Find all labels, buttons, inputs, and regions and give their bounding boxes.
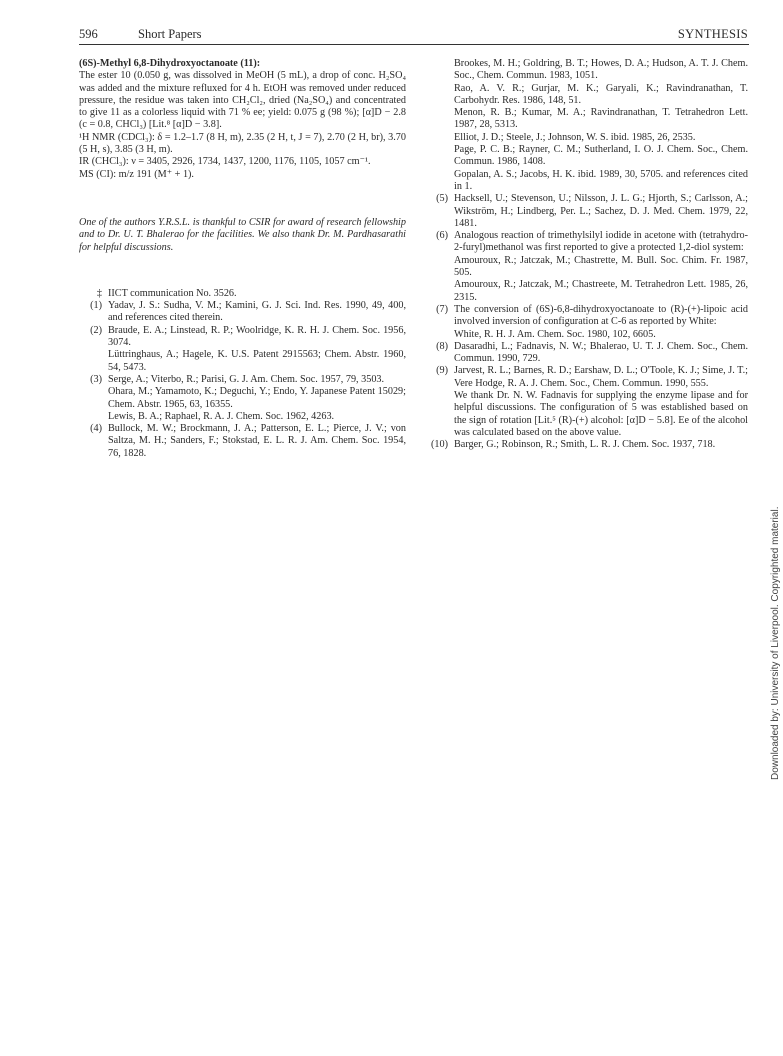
reference-text [108, 300, 406, 325]
reference-line: Bullock, M. W.; Brockmann, J. A.; Patterson, E. L.; Pierce, J. V.; von Saltza, M. H.; Sanders, F.; Stokstad, E. L. R. J. Am. Chem. Soc. 1954, 76, 1828. [108, 423, 406, 459]
reference-item [79, 288, 406, 300]
reference-line: Page, P. C. B.; Rayner, C. M.; Sutherland, I. O. J. Chem. Soc., Chem. Commun. 1986, 1408. [454, 144, 748, 168]
reference-number: (9) [436, 365, 448, 377]
reference-number [425, 58, 454, 193]
references-left [79, 288, 406, 460]
reference-line: Hacksell, U.; Stevenson, U.; Nilsson, J. L. G.; Hjorth, S.; Carlsson, A.; Wikström, H.; Lindberg, Per. L.; Sachez, D. J. Med. Chem. 1979, 22, 1481. [454, 193, 748, 229]
reference-text [454, 439, 748, 451]
page-number: 596 [79, 27, 98, 41]
reference-text [108, 374, 406, 423]
ms-data: MS (CI): m/z 191 (M⁺ + 1). [79, 168, 194, 180]
reference-line: White, R. H. J. Am. Chem. Soc. 1980, 102, 6605. [454, 328, 656, 340]
reference-line: Lüttringhaus, A.; Hagele, K. U.S. Patent 2915563; Chem. Abstr. 1960, 54, 5473. [108, 349, 406, 373]
reference-text [454, 304, 748, 341]
reference-item [79, 300, 406, 325]
reference-line: Rao, A. V. R.; Gurjar, M. K.; Garyali, K.; Ravindranathan, T. Carbohydr. Res. 1986, 148, 51. [454, 82, 748, 106]
reference-text [454, 193, 748, 230]
reference-line: Barger, G.; Robinson, R.; Smith, L. R. J. Chem. Soc. 1937, 718. [454, 439, 716, 451]
reference-text [108, 423, 406, 460]
reference-line: Brookes, M. H.; Goldring, B. T.; Howes, D. A.; Hudson, A. T. J. Chem. Soc., Chem. Commun. 1983, 1051. [454, 58, 748, 82]
reference-line: Braude, E. A.; Linstead, R. P.; Woolridge, K. R. H. J. Chem. Soc. 1956, 3074. [108, 324, 406, 349]
reference-item [425, 439, 748, 451]
reference-line: Elliot, J. D.; Steele, J.; Johnson, W. S. ibid. 1985, 26, 2535. [454, 131, 696, 143]
header-rule [79, 44, 749, 45]
reference-text [454, 58, 748, 193]
reference-item [425, 230, 748, 304]
reference-number: (7) [436, 303, 448, 315]
journal-name: SYNTHESIS [677, 27, 748, 41]
ir-data: IR (CHCl₃): ν = 3405, 2926, 1734, 1437, 1200, 1176, 1105, 1057 cm⁻¹. [79, 156, 371, 168]
reference-line: Amouroux, R.; Jatczak, M.; Chastrette, M. Bull. Soc. Chim. Fr. 1987, 505. [454, 254, 748, 279]
left-column [79, 58, 406, 460]
procedure-text: The ester 10 (0.050 g, was dissolved in MeOH (5 mL), a drop of conc. H₂SO₄ was added and the mixture refluxed for 4 h. EtOH was removed under reduced pressure, the residue was taken into CH₂Cl₂, dried (Na₂SO₄) and concentrated to give 11 as a colorless liquid with 71 % ee; yield: 0.075 g (98 %); [α]D − 2.8 (c = 0.8, CHCl₃) [Lit.⁸ [α]D − 3.8]. [79, 70, 406, 131]
reference-number: (3) [90, 373, 102, 385]
reference-text [454, 230, 748, 304]
reference-line: We thank Dr. N. W. Fadnavis for supplying the enzyme lipase and for helpful discussions. The configuration of 5 was established based on the sign of rotation [Lit.⁵ (R)-(+) alcohol: [α]D − 5.8]. Ee of the alcohol was calculated based on the above value. [454, 390, 748, 438]
reference-item [79, 374, 406, 423]
reference-item [79, 325, 406, 374]
reference-number: (4) [90, 423, 102, 435]
reference-item [79, 423, 406, 460]
compound-title: (6S)-Methyl 6,8-Dihydroxyoctanoate (11): [79, 58, 261, 69]
reference-item [425, 304, 748, 341]
reference-item [425, 58, 748, 193]
reference-number: ‡ [96, 287, 102, 299]
references-right [425, 58, 748, 452]
reference-line: Menon, R. B.; Kumar, M. A.; Ravindranathan, T. Tetrahedron Lett. 1987, 28, 5313. [454, 107, 748, 131]
reference-item [425, 365, 748, 439]
reference-item [425, 193, 748, 230]
reference-item [425, 341, 748, 366]
reference-number: (6) [436, 230, 448, 242]
reference-number: (2) [90, 324, 102, 336]
reference-number: (8) [436, 340, 448, 352]
reference-line: Ohara, M.; Yamamoto, K.; Deguchi, Y.; Endo, Y. Japanese Patent 15029; Chem. Abstr. 1965, 63, 16355. [108, 386, 406, 410]
reference-line: Yadav, J. S.: Sudha, V. M.; Kamini, G. J. Sci. Ind. Res. 1990, 49, 400, and references cited therein. [108, 300, 406, 324]
reference-line: Amouroux, R.; Jatczak, M.; Chastreete, M. Tetrahedron Lett. 1985, 26, 2315. [454, 279, 748, 303]
reference-line: Jarvest, R. L.; Barnes, R. D.; Earshaw, D. L.; O'Toole, K. J.; Sime, J. T.; Vere Hodge, R. A. J. Chem. Soc., Chem. Commun. 1990, 555. [454, 365, 748, 389]
nmr-data: ¹H NMR (CDCl₃): δ = 1.2–1.7 (8 H, m), 2.35 (2 H, t, J = 7), 2.70 (2 H, br), 3.70 (5 H, s), 3.85 (3 H, m). [79, 131, 406, 156]
reference-line: Serge, A.; Viterbo, R.; Parisi, G. J. Am. Chem. Soc. 1957, 79, 3503. [108, 373, 385, 385]
download-notice: Downloaded by: University of Liverpool. Copyrighted material. [770, 506, 781, 780]
reference-number: (10) [431, 439, 448, 451]
reference-text [108, 288, 406, 300]
reference-text [108, 325, 406, 374]
reference-line: The conversion of (6S)-6,8-dihydroxyoctanoate to (R)-(+)-lipoic acid involved inversion of configuration at C-6 as reported by White: [454, 303, 748, 328]
acknowledgement: One of the authors Y.R.S.L. is thankful to CSIR for award of research fellowship and to Dr. U. T. Bhalerao for the facilities. We also thank Dr. M. Pardhasarathi for helpful discussions. [79, 216, 406, 253]
reference-line: Analogous reaction of trimethylsilyl iodide in acetone with (tetrahydro-2-furyl)methanol was first reported to give a protected 1,2-diol system: [454, 230, 748, 254]
reference-line: IICT communication No. 3526. [108, 287, 237, 299]
reference-text [454, 365, 748, 439]
reference-line: Gopalan, A. S.; Jacobs, H. K. ibid. 1989, 30, 5705. and references cited in 1. [454, 168, 748, 192]
reference-number: (1) [90, 300, 102, 312]
section-title: Short Papers [138, 27, 202, 41]
right-column [425, 58, 748, 452]
reference-number: (5) [436, 193, 448, 205]
reference-line: Dasaradhi, L.; Fadnavis, N. W.; Bhalerao, U. T. J. Chem. Soc., Chem. Commun. 1990, 729. [454, 340, 748, 365]
reference-text [454, 341, 748, 366]
reference-line: Lewis, B. A.; Raphael, R. A. J. Chem. Soc. 1962, 4263. [108, 410, 335, 422]
